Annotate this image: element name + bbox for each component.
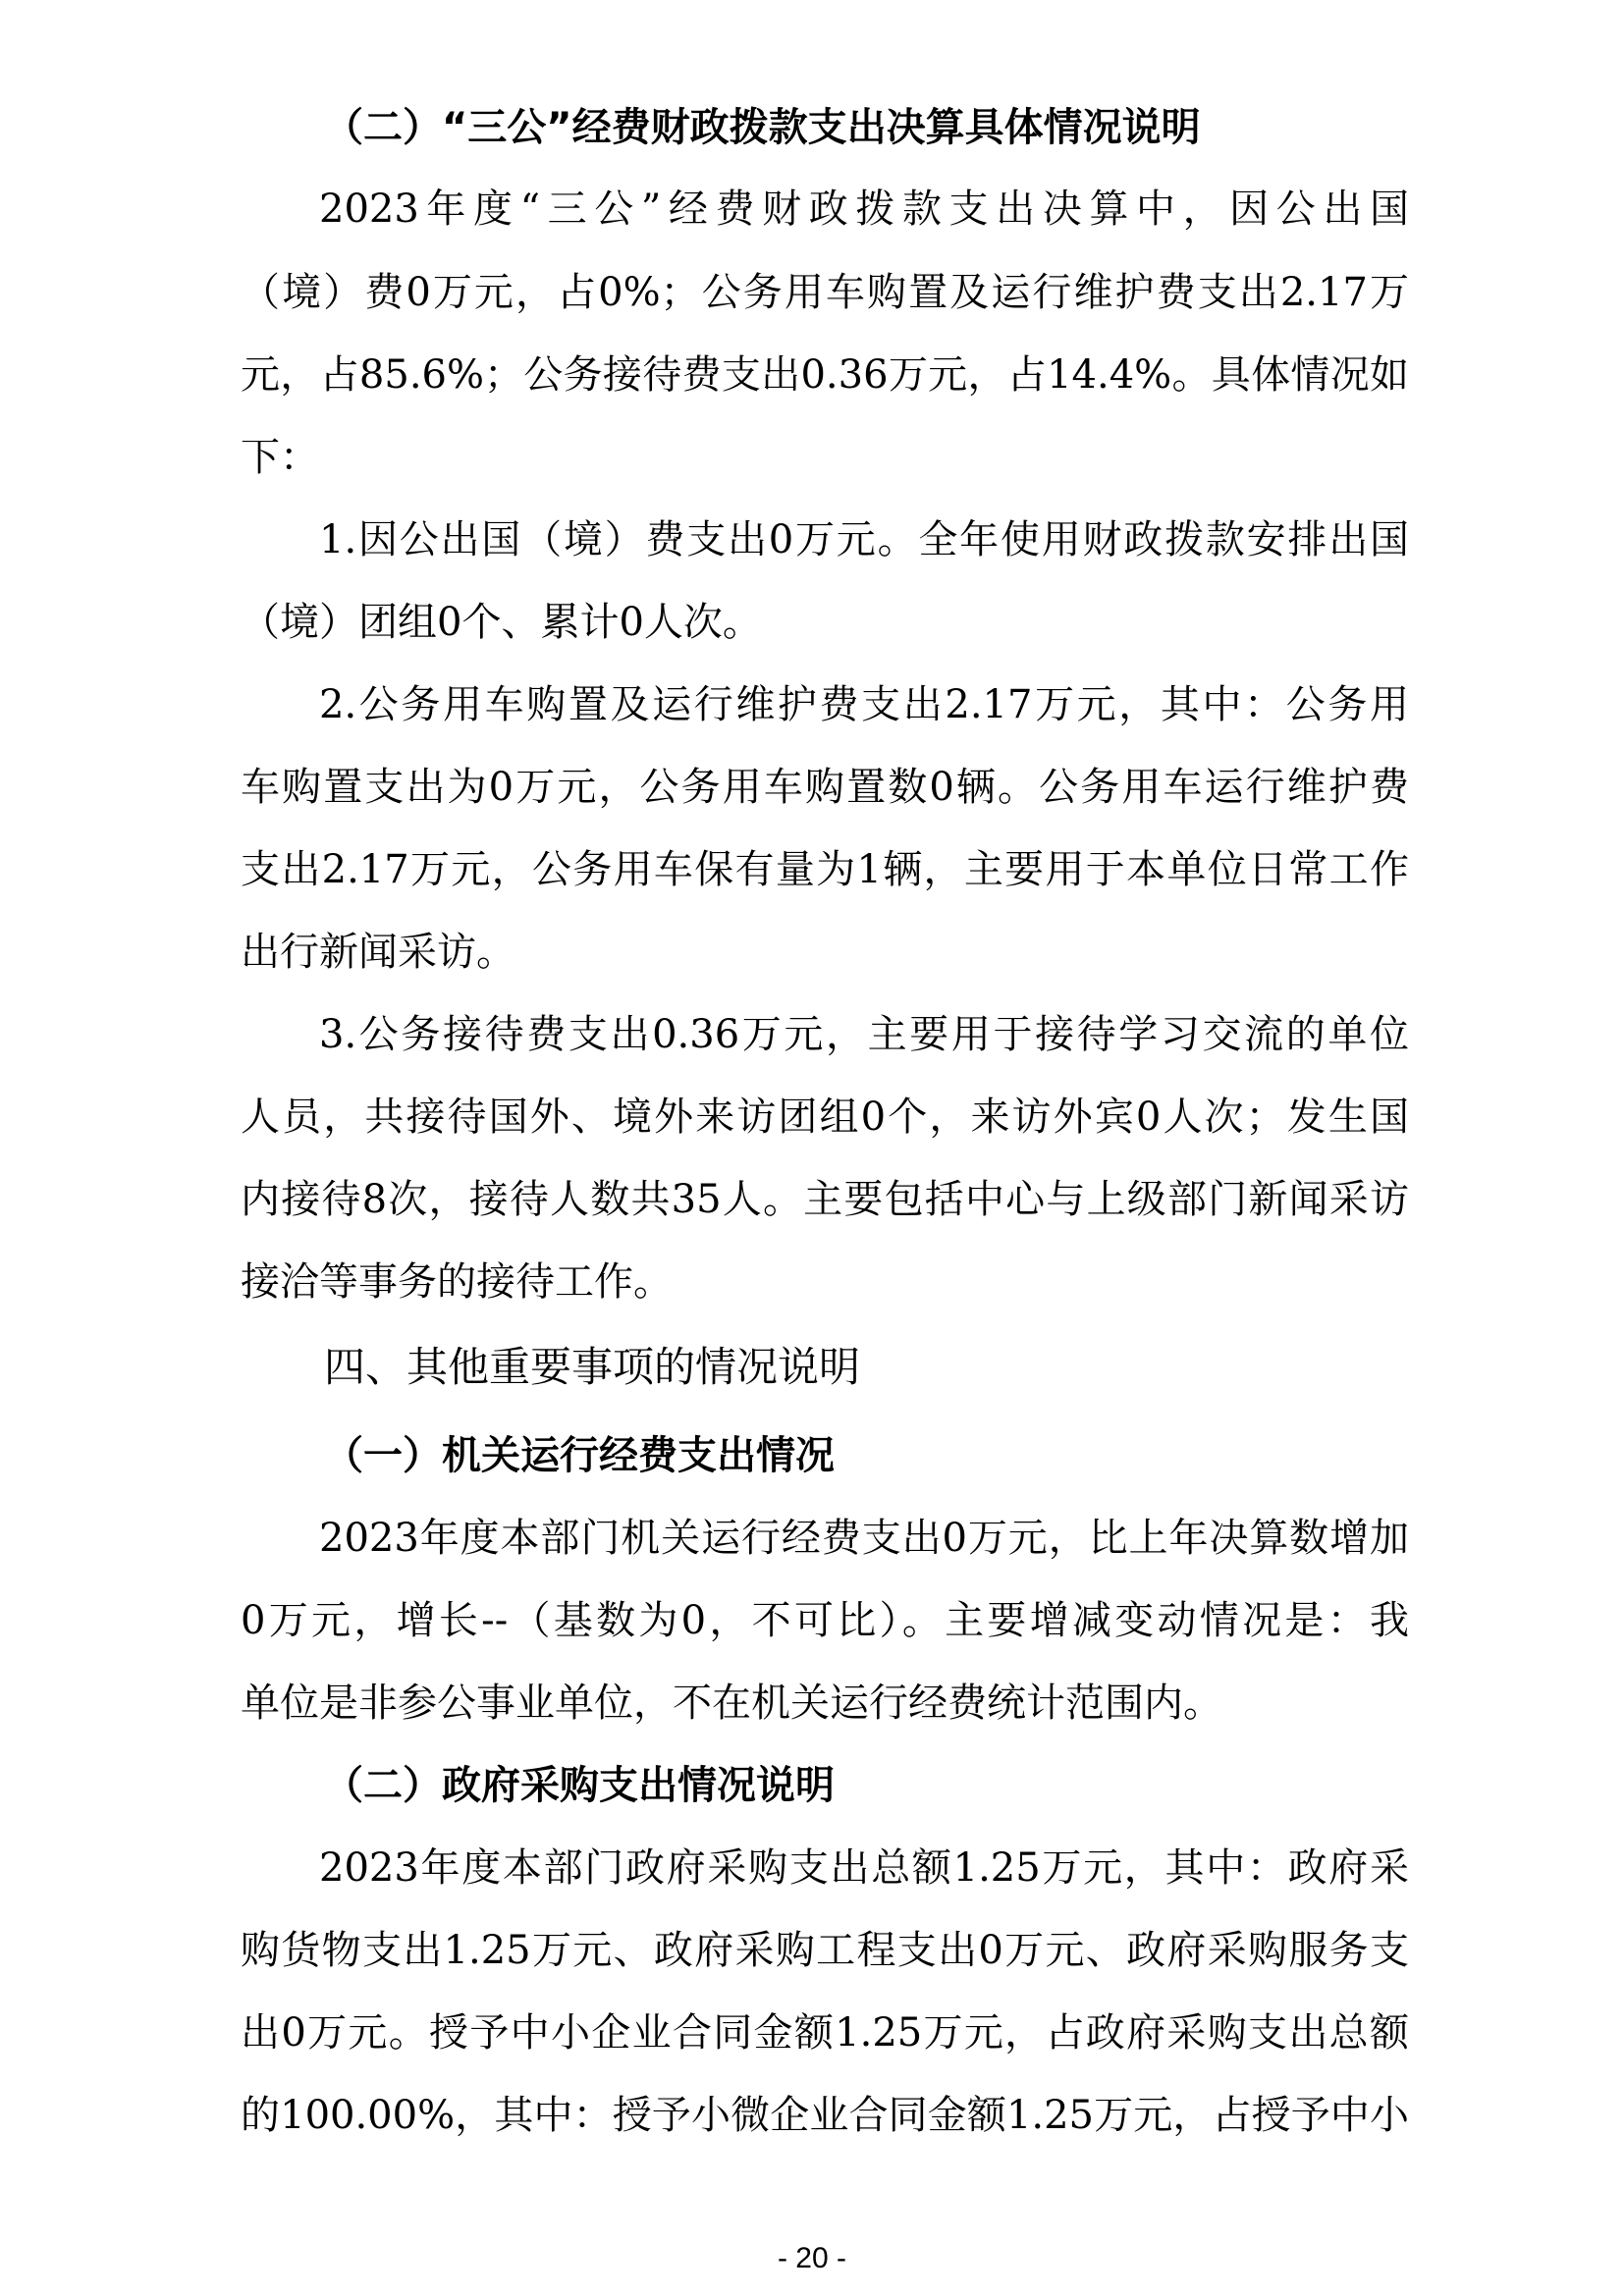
paragraph-line: 接洽等事务的接待工作。 <box>241 1259 673 1305</box>
subsection-heading-procurement: （二）政府采购支出情况说明 <box>324 1763 835 1808</box>
section-heading-three-public-expenses: （二）“三公”经费财政拨款支出决算具体情况说明 <box>324 105 1201 150</box>
paragraph-line: 2.公务用车购置及运行维护费支出2.17万元，其中：公务用 <box>319 682 1409 727</box>
paragraph-line: （境）费0万元，占0%；公务用车购置及运行维护费支出2.17万 <box>241 270 1409 315</box>
subsection-heading-operating-expenses: （一）机关运行经费支出情况 <box>324 1433 835 1478</box>
section-heading-other-matters: 四、其他重要事项的情况说明 <box>324 1343 861 1391</box>
paragraph-line: 出0万元。授予中小企业合同金额1.25万元，占政府采购支出总额 <box>241 2010 1409 2056</box>
paragraph-line: 2023年度“三公”经费财政拨款支出决算中，因公出国 <box>319 186 1409 232</box>
paragraph-line: 下： <box>241 435 319 480</box>
paragraph-line: 内接待8次，接待人数共35人。主要包括中心与上级部门新闻采访 <box>241 1177 1409 1222</box>
paragraph-line: 人员，共接待国外、境外来访团组0个，来访外宾0人次；发生国 <box>241 1095 1409 1140</box>
page-number: - 20 - <box>777 2242 847 2274</box>
paragraph-line: 0万元，增长--（基数为0，不可比）。主要增减变动情况是：我 <box>241 1598 1409 1643</box>
paragraph-line: 出行新闻采访。 <box>241 930 515 975</box>
paragraph-line: 购货物支出1.25万元、政府采购工程支出0万元、政府采购服务支 <box>241 1928 1409 1973</box>
paragraph-line: （境）团组0个、累计0人次。 <box>241 600 762 645</box>
paragraph-line: 元，占85.6%；公务接待费支出0.36万元，占14.4%。具体情况如 <box>241 352 1409 398</box>
paragraph-line: 2023年度本部门机关运行经费支出0万元，比上年决算数增加 <box>319 1516 1409 1561</box>
paragraph-line: 3.公务接待费支出0.36万元，主要用于接待学习交流的单位 <box>319 1012 1409 1057</box>
paragraph-line: 2023年度本部门政府采购支出总额1.25万元，其中：政府采 <box>319 1845 1409 1891</box>
paragraph-line: 1.因公出国（境）费支出0万元。全年使用财政拨款安排出国 <box>319 517 1409 562</box>
paragraph-line: 车购置支出为0万元，公务用车购置数0辆。公务用车运行维护费 <box>241 765 1409 810</box>
paragraph-line: 的100.00%，其中：授予小微企业合同金额1.25万元，占授予中小 <box>241 2093 1409 2138</box>
paragraph-line: 支出2.17万元，公务用车保有量为1辆，主要用于本单位日常工作 <box>241 847 1409 892</box>
paragraph-line: 单位是非参公事业单位，不在机关运行经费统计范围内。 <box>241 1681 1222 1726</box>
